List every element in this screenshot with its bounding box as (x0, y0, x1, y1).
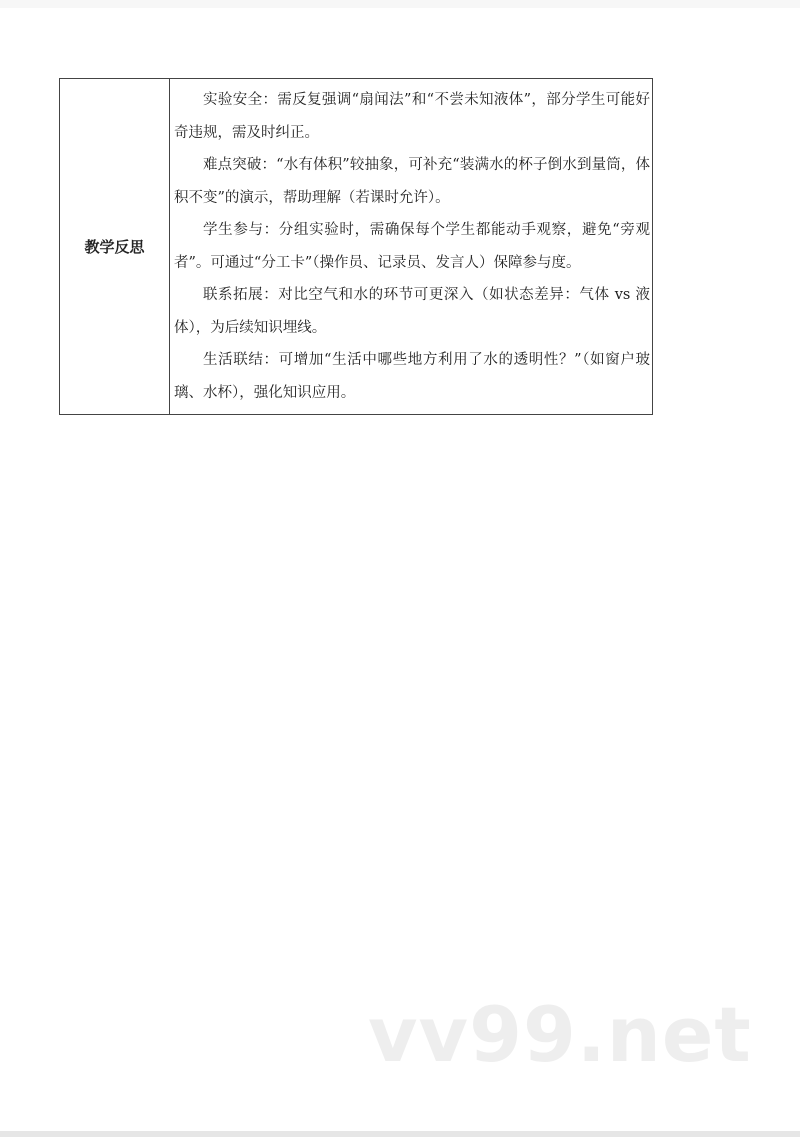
teaching-reflection-table (59, 78, 653, 415)
watermark-text: vv99.net (368, 990, 752, 1079)
row-content-cell (170, 79, 653, 415)
paragraph-experiment-safety: 实验安全：需反复强调“扇闻法”和“不尝未知液体”，部分学生可能好奇违规，需及时纠正。 (174, 92, 650, 141)
paragraph-extension: 联系拓展：对比空气和水的环节可更深入（如状态差异：气体 vs 液体），为后续知识埋线。 (174, 287, 650, 336)
table-row (60, 79, 653, 415)
paragraph-life-connection: 生活联结：可增加“生活中哪些地方利用了水的透明性？”（如窗户玻璃、水杯），强化知识应用。 (174, 352, 650, 401)
row-label: 教学反思 (84, 238, 145, 256)
page-bottom-edge (0, 1131, 800, 1137)
paragraph-student-participation: 学生参与：分组实验时，需确保每个学生都能动手观察，避免“旁观者”。可通过“分工卡”（操作员、记录员、发言人）保障参与度。 (174, 222, 650, 271)
paragraph-difficulty-breakthrough: 难点突破：“水有体积”较抽象，可补充“装满水的杯子倒水到量筒，体积不变”的演示，帮助理解（若课时允许）。 (174, 157, 650, 206)
row-label-cell (60, 79, 170, 415)
page-top-edge (0, 0, 800, 8)
